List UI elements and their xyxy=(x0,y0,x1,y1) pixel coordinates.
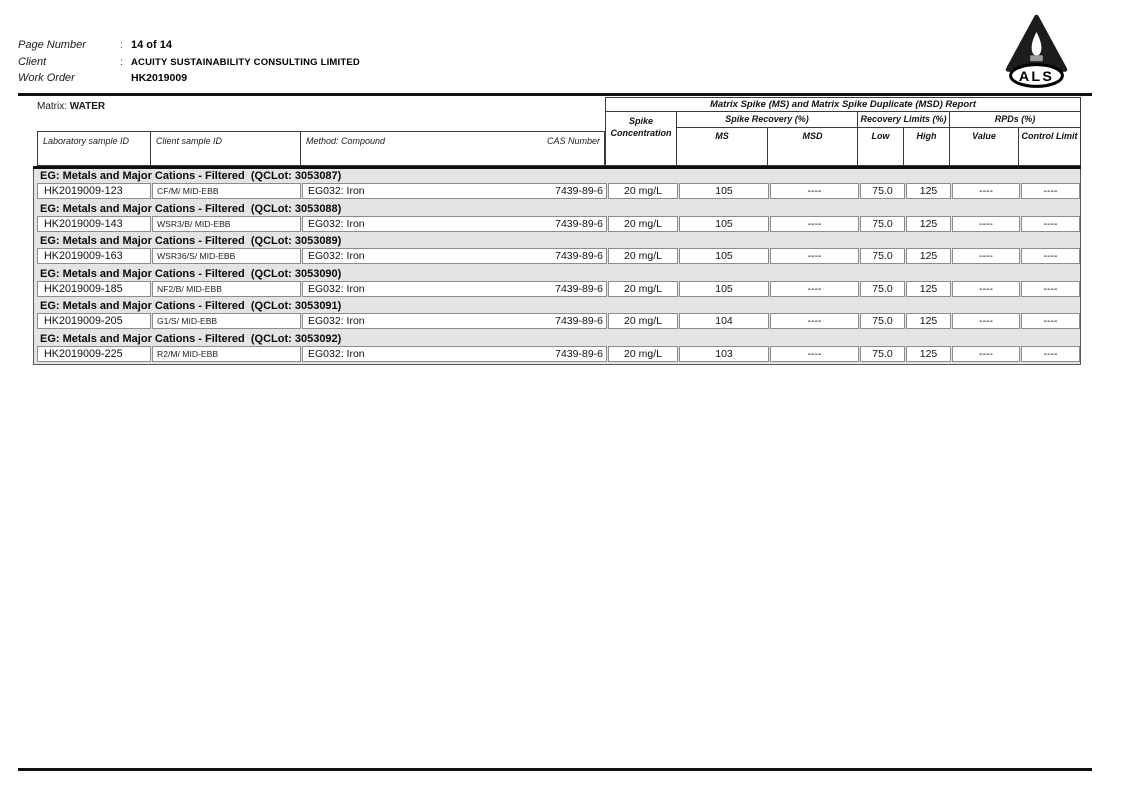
report-header-columns xyxy=(606,112,1080,165)
cell-limit-high: 125 xyxy=(906,281,951,297)
col-header-spike-concentration: Spike Concentration xyxy=(606,112,677,165)
table-row xyxy=(34,313,1080,329)
col-header-cas-number: CAS Number xyxy=(546,136,600,146)
spike-report-header-panel xyxy=(605,97,1081,166)
qc-group-header: EG: Metals and Major Cations - Filtered (QCLot: 3053090) xyxy=(40,267,342,280)
cell-lab-sample-id: HK2019009-225 xyxy=(37,346,151,362)
col-header-ms: MS xyxy=(677,128,768,165)
separator-colon: : xyxy=(120,57,123,68)
cell-rpd-value: ---- xyxy=(952,281,1020,297)
cell-rpd-control-limit: ---- xyxy=(1021,281,1080,297)
cell-ms-recovery: 103 xyxy=(679,346,769,362)
table-row xyxy=(34,183,1080,199)
als-logo-graphic xyxy=(999,13,1074,90)
col-group-spike-recovery xyxy=(677,112,858,165)
col-header-method-cas xyxy=(301,132,604,165)
matrix-label xyxy=(37,101,105,112)
cell-limit-low: 75.0 xyxy=(860,183,905,199)
cell-method-cas xyxy=(302,216,607,232)
cell-msd-recovery: ---- xyxy=(770,183,859,199)
matrix-value: WATER xyxy=(69,101,106,112)
col-header-recovery-limits: Recovery Limits (%) xyxy=(858,112,949,128)
header-divider-rule xyxy=(18,93,1092,96)
client-value: ACUITY SUSTAINABILITY CONSULTING LIMITED xyxy=(131,57,360,68)
cell-cas-number: 7439-89-6 xyxy=(555,315,603,328)
col-header-method-compound: Method: Compound xyxy=(306,136,386,146)
cell-rpd-value: ---- xyxy=(952,216,1020,232)
cell-limit-low: 75.0 xyxy=(860,248,905,264)
table-row xyxy=(34,281,1080,297)
cell-msd-recovery: ---- xyxy=(770,346,859,362)
sample-header-panel xyxy=(37,131,605,166)
cell-limit-low: 75.0 xyxy=(860,346,905,362)
work-order-row xyxy=(18,72,187,84)
client-label: Client xyxy=(18,56,47,68)
col-group-rpds xyxy=(950,112,1080,165)
als-logo-icon xyxy=(999,13,1074,90)
cell-lab-sample-id: HK2019009-205 xyxy=(37,313,151,329)
cell-cas-number: 7439-89-6 xyxy=(555,217,603,230)
cell-client-sample-id: WSR3/B/ MID-EBB xyxy=(152,216,301,232)
cell-limit-high: 125 xyxy=(906,216,951,232)
page-number-value: 14 of 14 xyxy=(131,39,172,51)
cell-method-cas xyxy=(302,313,607,329)
col-header-spike-recovery: Spike Recovery (%) xyxy=(677,112,857,128)
cell-limit-low: 75.0 xyxy=(860,281,905,297)
cell-rpd-control-limit: ---- xyxy=(1021,248,1080,264)
qc-group-header: EG: Metals and Major Cations - Filtered (QCLot: 3053091) xyxy=(40,300,342,313)
cell-method-cas xyxy=(302,281,607,297)
cell-limit-low: 75.0 xyxy=(860,216,905,232)
cell-rpd-value: ---- xyxy=(952,183,1020,199)
table-row xyxy=(34,216,1080,232)
qc-group-header: EG: Metals and Major Cations - Filtered (QCLot: 3053089) xyxy=(40,235,342,248)
table-body xyxy=(33,169,1081,365)
cell-ms-recovery: 105 xyxy=(679,216,769,232)
cell-ms-recovery: 105 xyxy=(679,281,769,297)
matrix-key: Matrix: xyxy=(37,101,67,112)
cell-spike-concentration: 20 mg/L xyxy=(608,313,678,329)
cell-method-compound: EG032: Iron xyxy=(308,217,365,230)
cell-method-compound: EG032: Iron xyxy=(308,315,365,328)
cell-method-cas xyxy=(302,346,607,362)
qc-group-header: EG: Metals and Major Cations - Filtered (QCLot: 3053087) xyxy=(40,170,342,182)
cell-method-cas xyxy=(302,183,607,199)
cell-limit-high: 125 xyxy=(906,346,951,362)
cell-rpd-value: ---- xyxy=(952,248,1020,264)
cell-cas-number: 7439-89-6 xyxy=(555,185,603,197)
cell-ms-recovery: 105 xyxy=(679,248,769,264)
cell-method-compound: EG032: Iron xyxy=(308,250,365,263)
cell-cas-number: 7439-89-6 xyxy=(555,282,603,295)
work-order-value: HK2019009 xyxy=(131,72,188,84)
page-number-label: Page Number xyxy=(18,39,86,51)
cell-limit-low: 75.0 xyxy=(860,313,905,329)
qc-group-header: EG: Metals and Major Cations - Filtered (QCLot: 3053088) xyxy=(40,202,342,215)
table-row xyxy=(34,346,1080,362)
col-header-laboratory-sample-id: Laboratory sample ID xyxy=(38,132,151,165)
cell-msd-recovery: ---- xyxy=(770,281,859,297)
footer-rule xyxy=(18,768,1092,771)
cell-rpd-control-limit: ---- xyxy=(1021,183,1080,199)
col-header-control-limit: Control Limit xyxy=(1021,131,1078,141)
cell-lab-sample-id: HK2019009-163 xyxy=(37,248,151,264)
cell-limit-high: 125 xyxy=(906,313,951,329)
cell-method-compound: EG032: Iron xyxy=(308,185,365,197)
cell-client-sample-id: G1/S/ MID-EBB xyxy=(152,313,301,329)
cell-spike-concentration: 20 mg/L xyxy=(608,281,678,297)
cell-client-sample-id: WSR36/S/ MID-EBB xyxy=(152,248,301,264)
client-row xyxy=(18,56,360,68)
cell-spike-concentration: 20 mg/L xyxy=(608,248,678,264)
cell-limit-high: 125 xyxy=(906,248,951,264)
table-row xyxy=(34,248,1080,264)
cell-ms-recovery: 105 xyxy=(679,183,769,199)
col-header-rpds: RPDs (%) xyxy=(950,112,1080,128)
cell-rpd-control-limit: ---- xyxy=(1021,216,1080,232)
cell-cas-number: 7439-89-6 xyxy=(555,250,603,263)
cell-rpd-control-limit: ---- xyxy=(1021,346,1080,362)
cell-lab-sample-id: HK2019009-185 xyxy=(37,281,151,297)
cell-rpd-value: ---- xyxy=(952,313,1020,329)
cell-spike-concentration: 20 mg/L xyxy=(608,183,678,199)
cell-lab-sample-id: HK2019009-143 xyxy=(37,216,151,232)
cell-lab-sample-id: HK2019009-123 xyxy=(37,183,151,199)
report-title: Matrix Spike (MS) and Matrix Spike Duplicate (MSD) Report xyxy=(606,98,1080,112)
col-header-low: Low xyxy=(858,128,904,165)
cell-method-cas xyxy=(302,248,607,264)
cell-client-sample-id: NF2/B/ MID-EBB xyxy=(152,281,301,297)
ms-msd-report-table xyxy=(33,97,1081,365)
col-group-recovery-limits xyxy=(858,112,950,165)
cell-spike-concentration: 20 mg/L xyxy=(608,216,678,232)
cell-cas-number: 7439-89-6 xyxy=(555,347,603,360)
col-header-client-sample-id: Client sample ID xyxy=(151,132,301,165)
cell-msd-recovery: ---- xyxy=(770,313,859,329)
cell-msd-recovery: ---- xyxy=(770,248,859,264)
cell-client-sample-id: CF/M/ MID-EBB xyxy=(152,183,301,199)
col-header-high: High xyxy=(916,131,937,141)
col-header-msd: MSD xyxy=(802,131,823,141)
page-number-row xyxy=(18,39,172,51)
work-order-label: Work Order xyxy=(18,72,75,84)
cell-limit-high: 125 xyxy=(906,183,951,199)
separator-colon: : xyxy=(120,40,123,51)
cell-method-compound: EG032: Iron xyxy=(308,282,365,295)
col-header-value: Value xyxy=(950,128,1019,165)
cell-rpd-control-limit: ---- xyxy=(1021,313,1080,329)
qc-group-header: EG: Metals and Major Cations - Filtered (QCLot: 3053092) xyxy=(40,332,342,345)
cell-ms-recovery: 104 xyxy=(679,313,769,329)
cell-rpd-value: ---- xyxy=(952,346,1020,362)
cell-spike-concentration: 20 mg/L xyxy=(608,346,678,362)
cell-msd-recovery: ---- xyxy=(770,216,859,232)
cell-method-compound: EG032: Iron xyxy=(308,347,365,360)
cell-client-sample-id: R2/M/ MID-EBB xyxy=(152,346,301,362)
als-logo-text: ALS xyxy=(1018,68,1055,85)
